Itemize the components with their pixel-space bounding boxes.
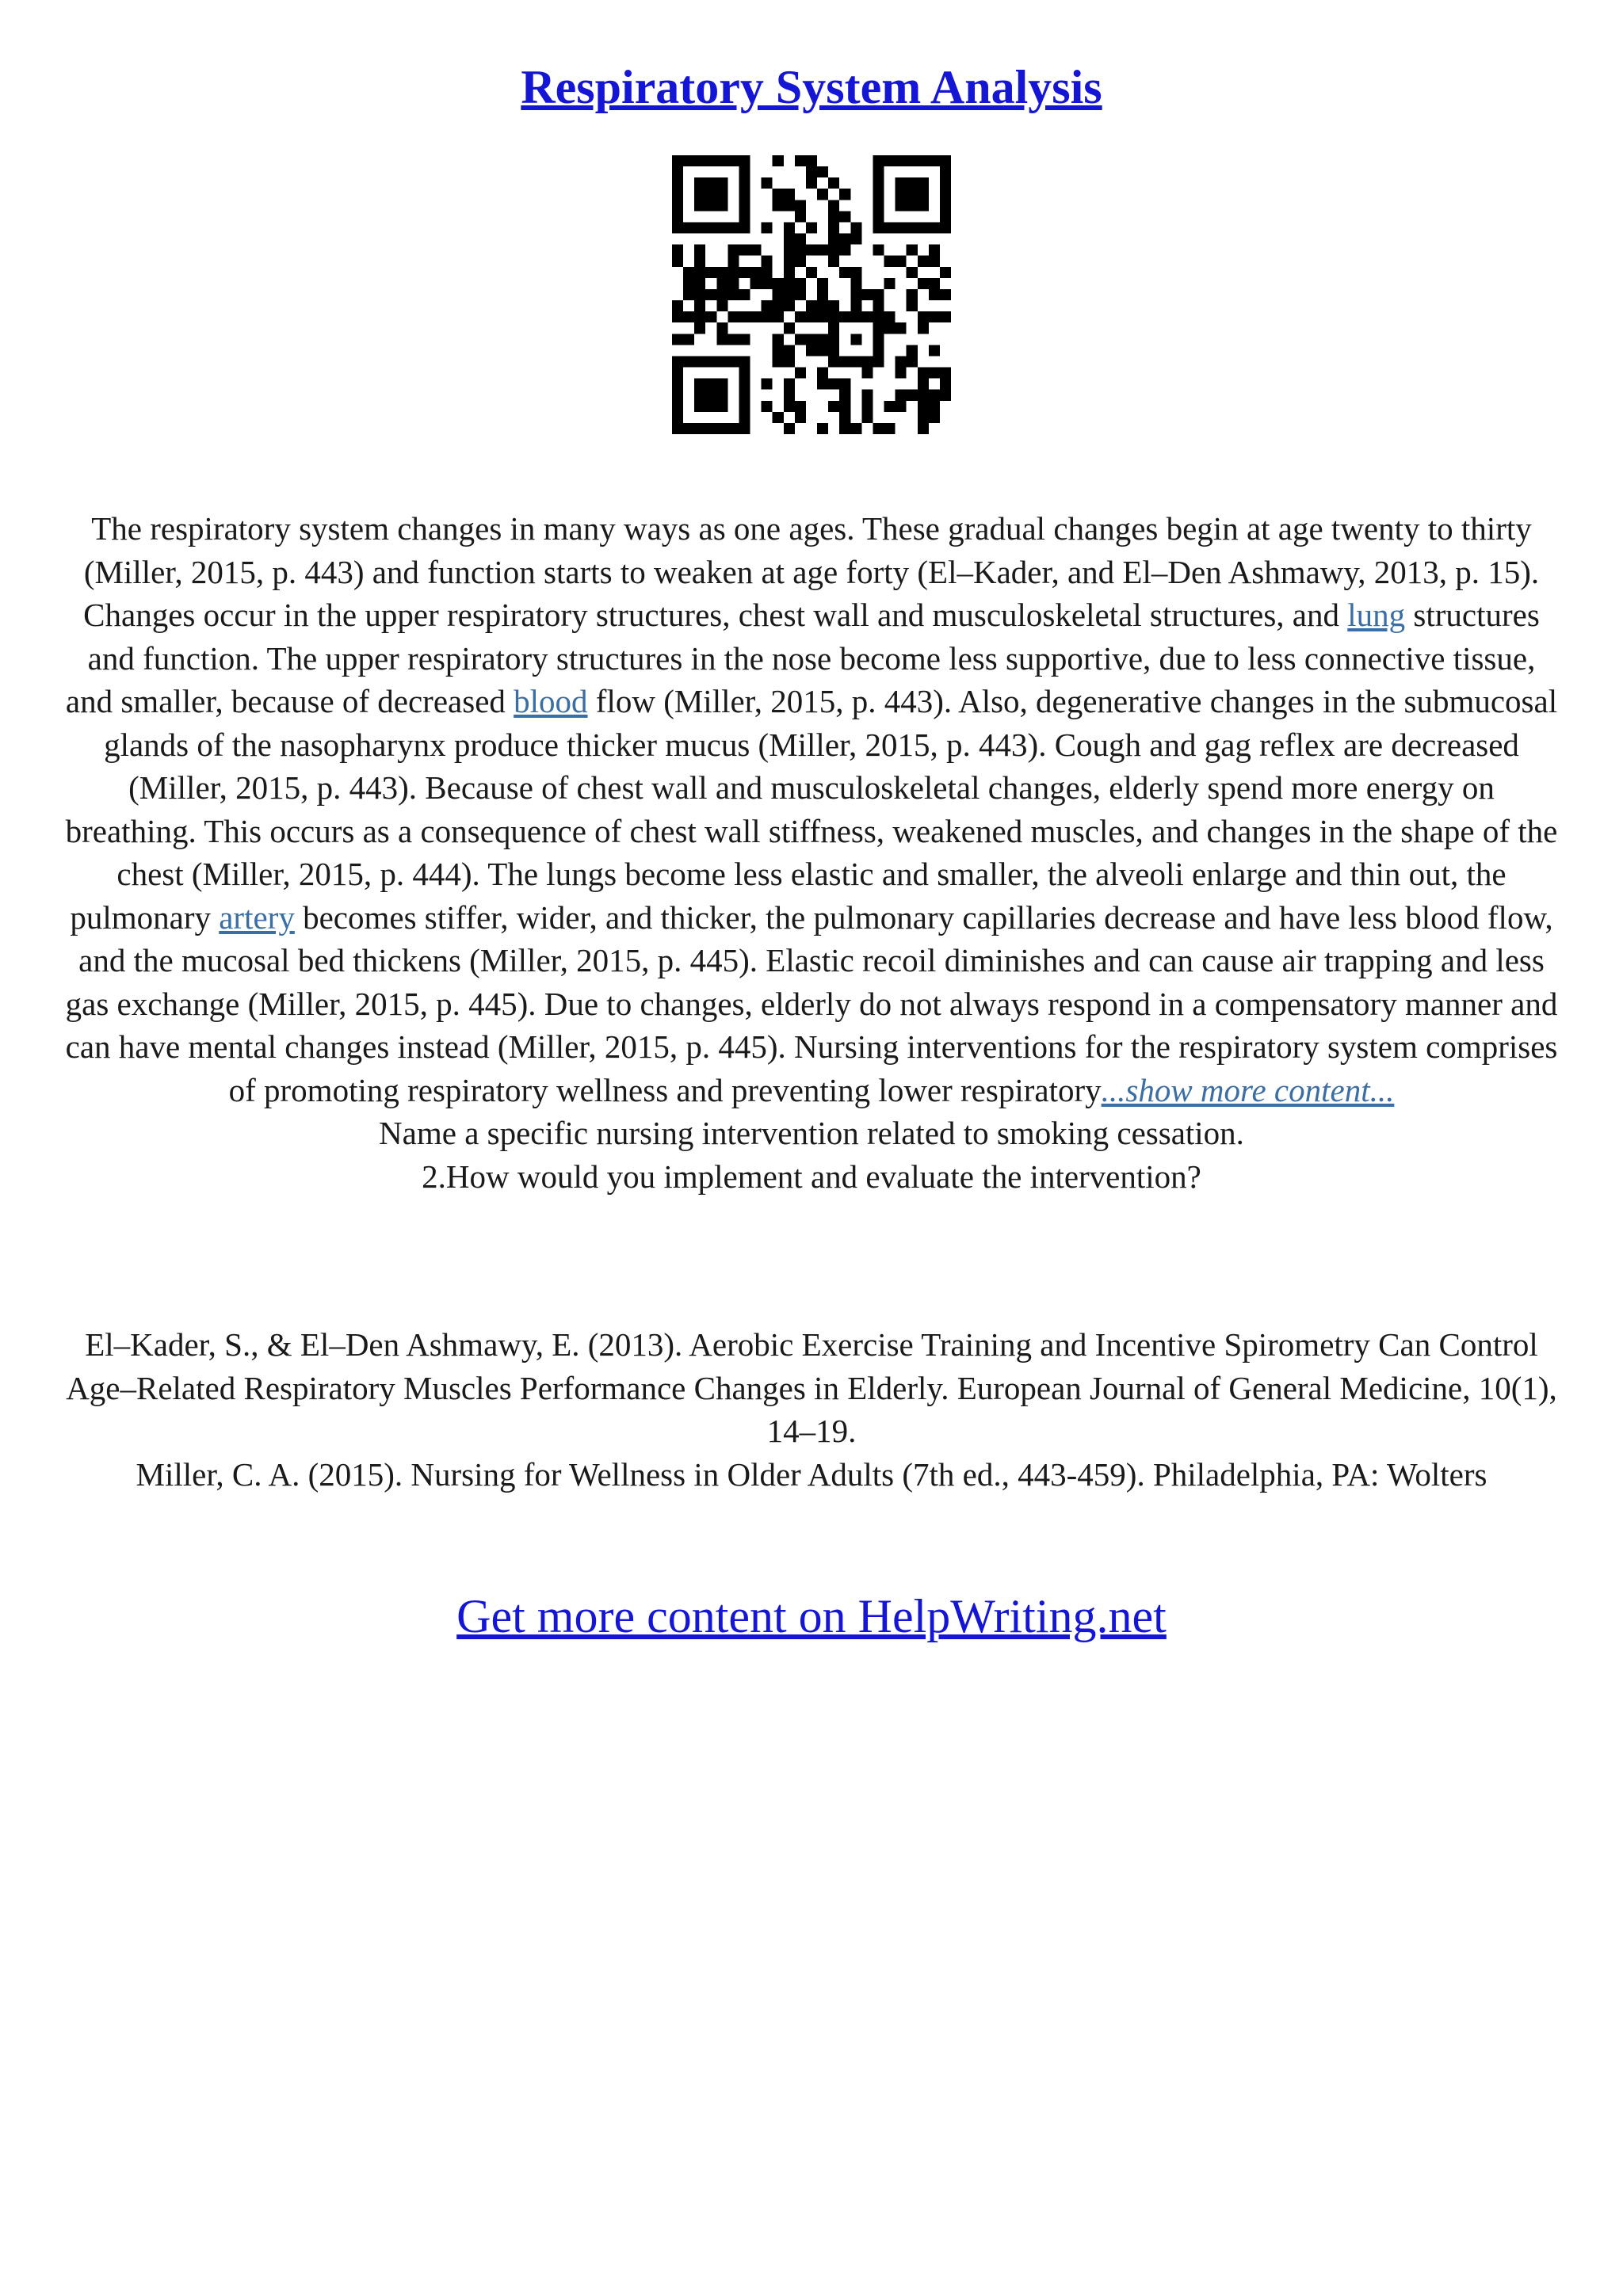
body-text-part-4: becomes stiffer, wider, and thicker, the pulmonary capillaries decrease and have less blood flow, and the mucosal bed thickens (Miller, 2015, p. 445). Elastic recoil diminishes and can cause air trapping and less gas exchange (Miller, 2015, p. 445). Due to changes, elderly do not always respond in a compensatory manner and can have mental changes instead (Miller, 2015, p. 445). Nursing interventions for the respiratory system comprises of promoting respiratory wellness and preventing lower respiratory <box>65 898 1558 1108</box>
body-text-part-2: structures and function. The upper respiratory structures in the nose become less supportive, due to less connective tissue, and smaller, because of decreased <box>65 597 1540 719</box>
body-text-part-3: flow (Miller, 2015, p. 443). Also, degenerative changes in the submucosal glands of the nasopharynx produce thicker mucus (Miller, 2015, p. 443). Cough and gag reflex are decreased (Miller, 2015, p. 443). Because of chest wall and musculoskeletal changes, elderly spend more energy on breathing. This occurs as a consequence of chest wall stiffness, weakened muscles, and changes in the shape of the chest (Miller, 2015, p. 444). The lungs become less elastic and smaller, the alveoli enlarge and thin out, the pulmonary <box>65 683 1558 936</box>
footer-link[interactable]: Get more content on HelpWriting.net <box>456 1590 1167 1642</box>
body-text-part-1: The respiratory system changes in many ways as one ages. These gradual changes begin at age twenty to thirty (Miller, 2015, p. 443) and function starts to weaken at age forty (El–Kader, and El–Den Ashmawy, 2013, p. 15). Changes occur in the upper respiratory structures, chest wall and musculoskeletal structures, and <box>83 510 1540 633</box>
footer <box>0 1585 1623 1648</box>
reference-2: Miller, C. A. (2015). Nursing for Wellness in Older Adults (7th ed., 443-459). Philadelphia, PA: Wolters <box>136 1455 1487 1493</box>
link-artery[interactable]: artery <box>219 898 295 936</box>
references <box>63 1323 1560 1496</box>
link-lung[interactable]: lung <box>1347 597 1406 633</box>
question-1: Name a specific nursing intervention related to smoking cessation. <box>379 1115 1244 1151</box>
link-blood[interactable]: blood <box>514 683 588 719</box>
reference-1: El–Kader, S., & El–Den Ashmawy, E. (2013). Aerobic Exercise Training and Incentive Spirometry Can Control Age–Related Respiratory Muscles Performance Changes in Elderly. European Journal of General Medicine, 10(1), 14–19. <box>66 1326 1557 1449</box>
show-more-link[interactable]: ...show more content... <box>1101 1071 1395 1108</box>
title-link[interactable]: Respiratory System Analysis <box>521 61 1102 113</box>
article-body <box>63 507 1560 1198</box>
qr-code-icon <box>672 155 951 434</box>
page-title <box>0 55 1623 119</box>
question-2: 2.How would you implement and evaluate the intervention? <box>422 1158 1201 1195</box>
